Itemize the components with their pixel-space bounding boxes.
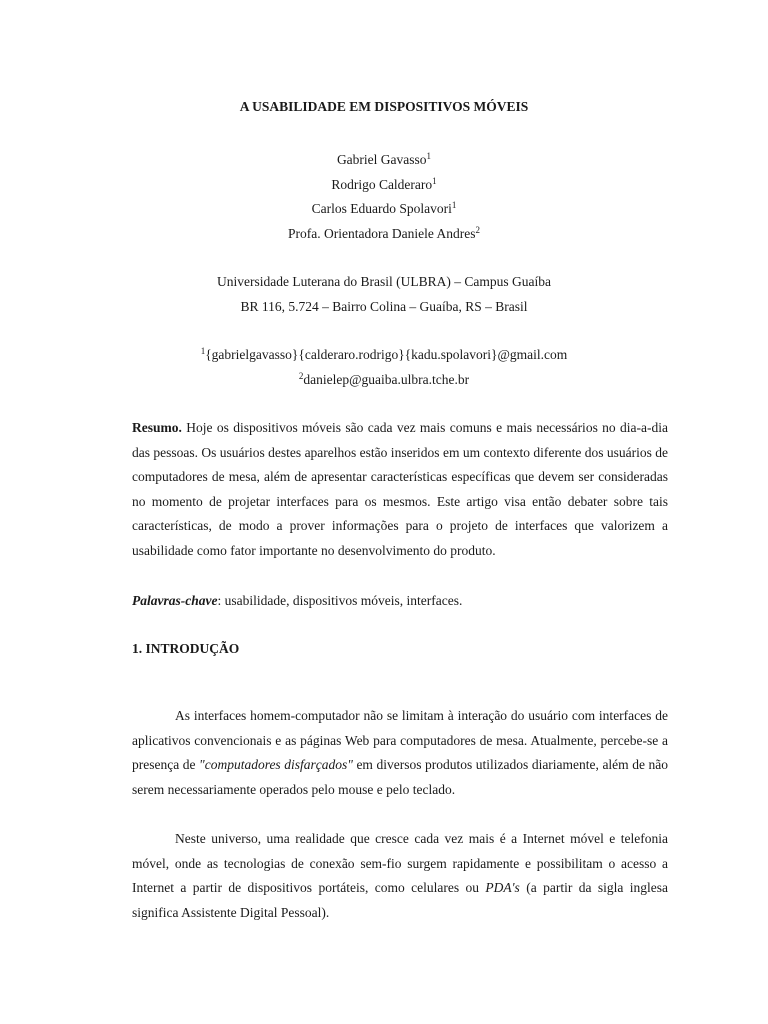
author-affiliation-mark: 1 [426, 151, 432, 161]
email-line [0, 372, 768, 388]
abstract-paragraph [132, 416, 668, 564]
abstract-label: Resumo. [132, 420, 182, 435]
section-heading: 1. INTRODUÇÃO [132, 641, 240, 656]
keywords-label: Palavras-chave [132, 593, 218, 608]
paragraph-text: As interfaces homem-computador não se limitam à interação do usuário com interfaces de aplicativos convencionais e as páginas Web para computadores de mesa. Atualmente, percebe-se a presença de [132, 708, 668, 773]
author-affiliation-mark: 2 [475, 225, 480, 235]
email-text: {gabrielgavasso}{calderaro.rodrigo}{kadu.spolavori}@gmail.com [205, 347, 568, 362]
email-line [0, 347, 768, 363]
author-line [0, 177, 768, 193]
keywords-text: usabilidade, dispositivos móveis, interfaces. [221, 593, 463, 608]
author-name: Gabriel Gavasso [336, 152, 427, 167]
author-name: Rodrigo Calderaro [331, 177, 433, 192]
author-name: Profa. Orientadora Daniele Andres [288, 226, 476, 241]
intro-paragraph-1 [132, 704, 668, 802]
abstract-text: Hoje os dispositivos móveis são cada vez mais comuns e mais necessários no dia-a-dia das pessoas. Os usuários destes aparelhos estão inseridos em um contexto diferente dos usuários de computadores de mesa, além de apresentar características específicas que devem ser consideradas no momento de projetar interfaces para os mesmos. Este artigo visa então debater sobre tais características, de modo a prover informações para o projeto de interfaces que valorizem a usabilidade como fator importante no desenvolvimento do produto. [132, 420, 668, 558]
emphasized-term: "computadores disfarçados" [199, 757, 353, 773]
author-affiliation-mark: 1 [432, 176, 437, 186]
author-name: Carlos Eduardo Spolavori [311, 201, 452, 216]
intro-paragraph-2 [132, 827, 668, 925]
paragraph-text: (a partir da sigla inglesa significa Assistente Digital Pessoal). [132, 880, 669, 920]
email-affiliation-mark: 1 [200, 346, 206, 356]
author-line [0, 226, 768, 242]
author-line [0, 152, 768, 168]
author-affiliation-mark: 1 [451, 200, 457, 210]
address-line: BR 116, 5.724 – Bairro Colina – Guaíba, RS – Brasil [240, 299, 528, 314]
emphasized-term: PDA's [485, 880, 520, 896]
email-affiliation-mark: 2 [298, 371, 304, 381]
affiliation-line: Universidade Luterana do Brasil (ULBRA) – Campus Guaíba [216, 274, 552, 289]
paragraph-text: em diversos produtos utilizados diariamente, além de não serem necessariamente operados pelo mouse e pelo teclado. [132, 757, 668, 797]
keywords-separator: : [217, 593, 222, 608]
keywords-paragraph [132, 589, 668, 614]
author-line [0, 201, 768, 217]
paragraph-text: Neste universo, uma realidade que cresce cada vez mais é a Internet móvel e telefonia móvel, onde as tecnologias de conexão sem-fio surgem rapidamente e possibilitam o acesso a Internet a partir de dispositivos portáteis, como celulares ou [132, 831, 668, 896]
paper-title: A USABILIDADE EM DISPOSITIVOS MÓVEIS [239, 99, 529, 114]
email-text: danielep@guaiba.ulbra.tche.br [303, 372, 470, 387]
